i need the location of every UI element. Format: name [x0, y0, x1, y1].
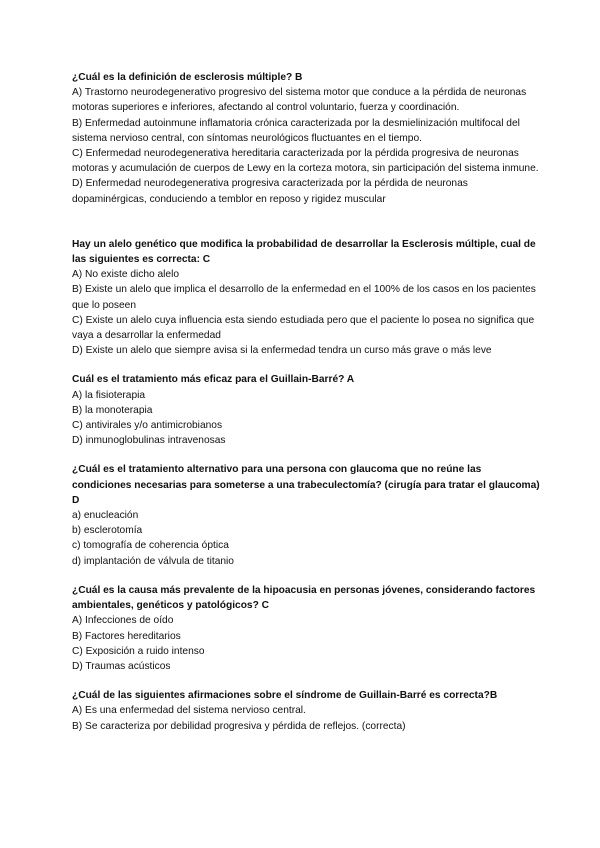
answer-option: C) Exposición a ruido intenso: [72, 645, 205, 657]
answer-option: D) Traumas acústicos: [72, 660, 171, 672]
answer-option: d) implantación de válvula de titanio: [72, 555, 234, 567]
question-title: ¿Cuál es el tratamiento alternativo para una persona con glaucoma que no reúne las condiciones necesarias para someterse a una trabeculectomía? (cirugía para tratar el glaucoma) D: [72, 464, 540, 506]
answer-option: B) Existe un alelo que implica el desarrollo de la enfermedad en el 100% de los casos en los pacientes que lo poseen: [72, 284, 536, 311]
answer-option: B) Factores hereditarios: [72, 630, 181, 642]
answer-option: a) enucleación: [72, 510, 139, 522]
answer-option: C) antivirales y/o antimicrobianos: [72, 420, 223, 432]
answer-option: A) Trastorno neurodegenerativo progresivo del sistema motor que conduce a la pérdida de neuronas motoras superiores e inferiores, afectando al control voluntario, fuerza y coordinación.: [72, 87, 527, 114]
answer-option: B) Se caracteriza por debilidad progresiva y pérdida de reflejos. (correcta): [72, 720, 406, 732]
question-2: [72, 237, 540, 359]
answer-option: D) Enfermedad neurodegenerativa progresiva caracterizada por la pérdida de neuronas dopaminérgicas, conduciendo a temblor en reposo y rigidez muscular: [72, 178, 468, 205]
answer-option: B) la monoterapia: [72, 404, 153, 416]
question-5: [72, 583, 540, 674]
question-title: ¿Cuál de las siguientes afirmaciones sobre el síndrome de Guillain-Barré es correcta?B: [72, 690, 498, 702]
answer-option: A) Infecciones de oído: [72, 615, 174, 627]
answer-option: b) esclerotomía: [72, 525, 143, 537]
answer-option: c) tomografía de coherencia óptica: [72, 540, 229, 552]
question-title: ¿Cuál es la definición de esclerosis múltiple? B: [72, 72, 303, 83]
answer-option: B) Enfermedad autoinmune inflamatoria crónica caracterizada por la desmielinización multifocal del sistema nervioso central, con síntomas neurológicos fluctuantes en el tiempo.: [72, 117, 520, 144]
answer-option: D) inmunoglobulinas intravenosas: [72, 435, 226, 447]
question-1: [72, 70, 540, 207]
question-title: ¿Cuál es la causa más prevalente de la hipoacusia en personas jóvenes, considerando factores ambientales, genéticos y patológicos? C: [72, 584, 536, 612]
answer-option: D) Existe un alelo que siempre avisa si la enfermedad tendra un curso más grave o más leve: [72, 345, 492, 357]
answer-option: C) Existe un alelo cuya influencia esta siendo estudiada pero que el paciente lo posea no significa que vaya a desarrollar la enfermedad: [72, 314, 535, 342]
answer-option: A) No existe dicho alelo: [72, 269, 180, 281]
answer-option: C) Enfermedad neurodegenerativa hereditaria caracterizada por la pérdida progresiva de neuronas motoras y acumulación de cuerpos de Lewy en la corteza motora, sin participación del sistema inmune.: [72, 148, 539, 175]
question-4: [72, 462, 540, 568]
answer-option: A) Es una enfermedad del sistema nervioso central.: [72, 705, 306, 717]
question-3: [72, 372, 540, 448]
question-title: Hay un alelo genético que modifica la probabilidad de desarrollar la Esclerosis múltiple, cual de las siguientes es correcta: C: [72, 238, 536, 266]
answer-option: A) la fisioterapia: [72, 389, 146, 401]
question-title: Cuál es el tratamiento más eficaz para el Guillain-Barré? A: [72, 374, 355, 386]
question-6: [72, 688, 540, 734]
